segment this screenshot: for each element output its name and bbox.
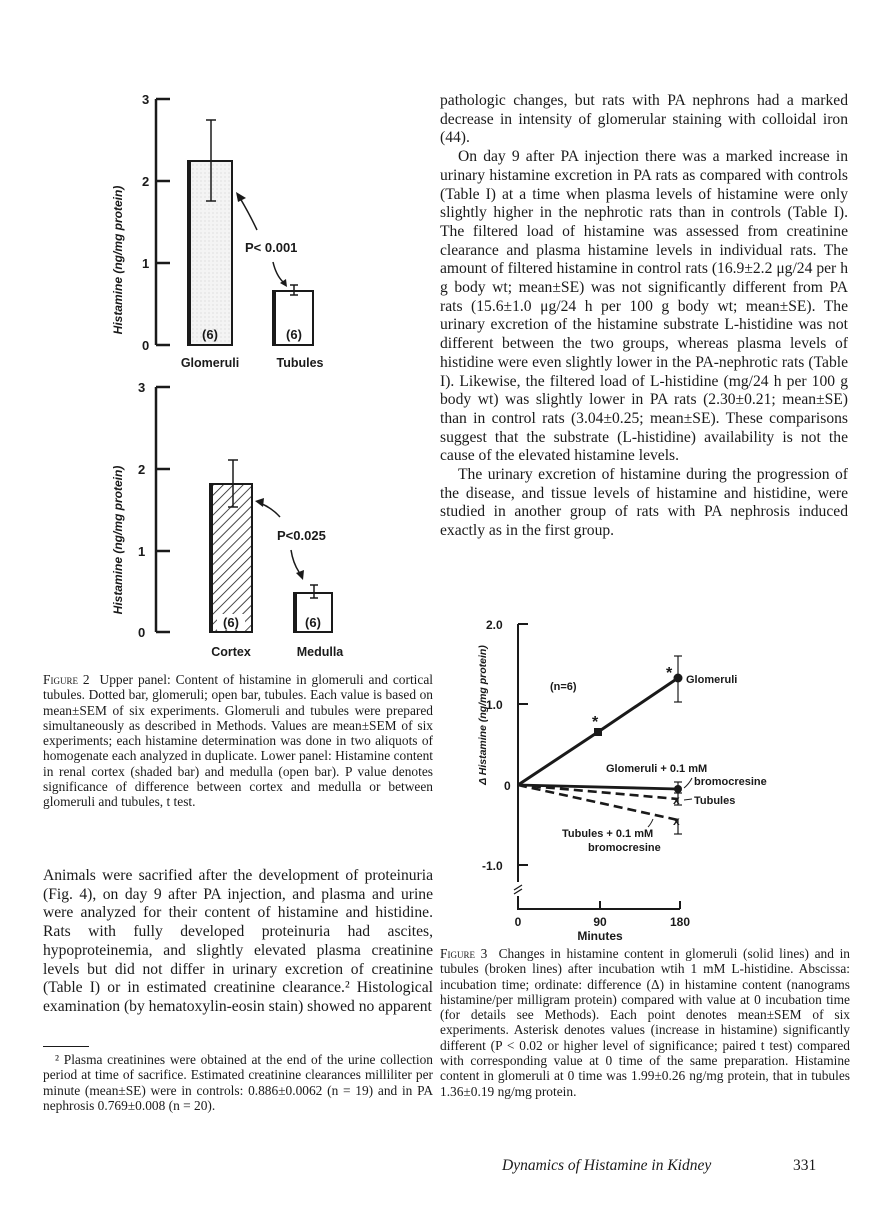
bar-n-medulla: (6) xyxy=(305,615,321,630)
figure2-caption xyxy=(43,672,433,810)
label-tubules-bromo-1: Tubules + 0.1 mM xyxy=(562,828,654,840)
x-tick-0: 0 xyxy=(514,915,522,929)
bar-n-tubules: (6) xyxy=(286,327,302,342)
y-tick-3: 3 xyxy=(138,380,146,395)
y-tick-1: 1 xyxy=(138,544,146,559)
series-tubules-bromocresine xyxy=(518,785,678,820)
footnote-text: ² Plasma creatinines were obtained at the end of the urine collection period at time of sacrifice. Estimated creatinine clearances milliliter per minute (mean±SE) were in controls: 0.886±0.0062 (n = 19) and in PA nephrosis 0.769±0.008 (n = 20). xyxy=(43,1052,433,1113)
figure3-caption-text: Changes in histamine content in glomeruli (solid lines) and in tubules (broken lines) after incubation wtih 1 mM L-histidine. Abscissa: incubation time; ordinate: difference (Δ) in histamine content (nanograms histamine/per milligram protein) compared with value at 0 incubation time (for details see Methods). Each point denotes mean±SEM of six experiments. Asterisk denotes values (increase in histamine) significantly different (P < 0.02 or higher level of significance; paired t test) compared with corresponding value at 0 time of the same preparation. Histamine content in glomeruli at 0 time was 1.99±0.26 ng/mg protein, that in tubules 1.36±0.19 ng/mg protein. xyxy=(440,946,850,1099)
right-paragraph-3: The urinary excretion of histamine during the progression of the disease, and tissue levels of histamine and histidine, were studied in another group of rats with PA nephrosis induced exactly as in the first group. xyxy=(440,466,848,540)
y-tick-1: 1 xyxy=(142,256,150,271)
p-value-label: P< 0.001 xyxy=(245,240,298,255)
figure2-lower-chart xyxy=(100,370,390,665)
y-tick-0: 0 xyxy=(138,625,146,640)
x-label-glomeruli: Glomeruli xyxy=(180,356,240,370)
y-axis-label: Histamine (ng/mg protein) xyxy=(111,185,125,335)
y-tick-2: 2 xyxy=(142,174,150,189)
y-tick-3: 3 xyxy=(142,92,150,107)
x-label-cortex: Cortex xyxy=(211,645,251,659)
right-paragraph-2: On day 9 after PA injection there was a marked increase in urinary histamine excretion in PA rats as compared with controls (Table I) at a time when plasma levels of histamine were only slightly higher in the nephrotic rats than in controls (Table I). The filtered load of histamine was assessed from creatinine clearance and plasma histamine levels in individual rats. The amount of filtered histamine in control rats (16.9±2.2 μg/24 per h g body wt; mean±SE) was not significantly different from PA rats (15.6±1.0 μg/24 h per 100 g body wt; mean±SE). The urinary excretion of the histamine substrate L-histidine was not different between the two groups, whereas plasma levels of histidine were even slightly lower in the PA-nephrotic rats (Table I). Likewise, the filtered load of L-histidine (mg/24 h per 100 g body wt) was slightly lower in PA rats (2.30±0.21; mean±SE) than in control rats (3.04±0.25; mean±SE). These comparisons suggest that the substrate (L-histidine) availability is not the cause of the elevated histamine levels. xyxy=(440,148,848,465)
y-axis-label: Histamine (ng/mg protein) xyxy=(111,465,125,615)
page-number: 331 xyxy=(793,1157,817,1174)
bar-n-cortex: (6) xyxy=(223,615,239,630)
x-tick-180: 180 xyxy=(669,915,691,929)
left-column-text xyxy=(43,867,433,1017)
significance-asterisk: * xyxy=(666,665,673,682)
bar-glomeruli xyxy=(188,161,232,345)
bar-n-glomeruli: (6) xyxy=(202,327,218,342)
marker-x: x xyxy=(673,814,680,828)
label-tubules-bromo-2: bromocresine xyxy=(588,842,661,854)
figure3-line-chart xyxy=(470,610,810,940)
running-head: Dynamics of Histamine in Kidney xyxy=(502,1157,712,1174)
figure2-caption-label: Figure 2 xyxy=(43,672,90,687)
marker-x: x xyxy=(673,793,680,807)
x-label-medulla: Medulla xyxy=(296,645,344,659)
y-tick-0: 0 xyxy=(142,338,150,353)
y-tick-1: 1.0 xyxy=(486,698,503,712)
y-tick-2: 2.0 xyxy=(486,618,503,632)
label-glomeruli-bromo-2: bromocresine xyxy=(694,776,767,788)
figure2-upper-chart xyxy=(100,80,370,375)
bar-cortex xyxy=(210,484,252,632)
x-label-tubules: Tubules xyxy=(276,356,324,370)
n-annotation: (n=6) xyxy=(550,681,577,693)
label-glomeruli: Glomeruli xyxy=(686,674,738,686)
figure3-caption-label: Figure 3 xyxy=(440,946,488,961)
figure2-caption-text: Upper panel: Content of histamine in glomeruli and cortical tubules. Dotted bar, glomeruli; open bar, tubules. Each value is based on mean±SEM of six experiments. Glomeruli and tubules were prepared simultaneously as described in Methods. Values are mean±SEM of six experiments; each histamine determination was done in two aliquots of homogenate each analyzed in duplicate. Lower panel: Histamine content in renal cortex (shaded bar) and medulla (open bar). P value denotes significance of difference between cortex and medulla or between glomeruli and tubules, t test. xyxy=(43,672,434,810)
label-tubules: Tubules xyxy=(694,795,736,807)
figure3-caption xyxy=(440,946,850,1099)
p-value-label: P<0.025 xyxy=(277,528,326,543)
x-tick-90: 90 xyxy=(593,915,607,929)
y-axis-label: Δ Histamine (ng/mg protein) xyxy=(477,645,489,785)
series-glomeruli-bromocresine xyxy=(518,785,678,789)
y-tick-2: 2 xyxy=(138,462,146,477)
x-axis-label: Minutes xyxy=(577,929,623,940)
footnote-divider xyxy=(43,1046,89,1047)
right-paragraph-1: pathologic changes, but rats with PA nephrons had a marked decrease in intensity of glomerular staining with colloidal iron (44). xyxy=(440,92,848,147)
right-column-text xyxy=(440,92,848,541)
y-tick-0: 0 xyxy=(504,779,511,793)
label-glomeruli-bromo-1: Glomeruli + 0.1 mM xyxy=(606,763,708,775)
y-tick-neg1: -1.0 xyxy=(482,859,503,873)
significance-asterisk: * xyxy=(592,714,599,731)
footnote xyxy=(43,1052,433,1113)
left-paragraph: Animals were sacrified after the development of proteinuria (Fig. 4), on day 9 after PA injection, and plasma and urine were analyzed for their content of histamine and histidine. Rats with fully developed proteinuria had ascites, hypoproteinemia, and slightly elevated plasma creatinine levels but did not differ in urinary excretion of creatinine (Table I) or in estimated creatinine clearance.² Histological examination (by hematoxylin-eosin stain) showed no apparent xyxy=(43,867,433,1015)
